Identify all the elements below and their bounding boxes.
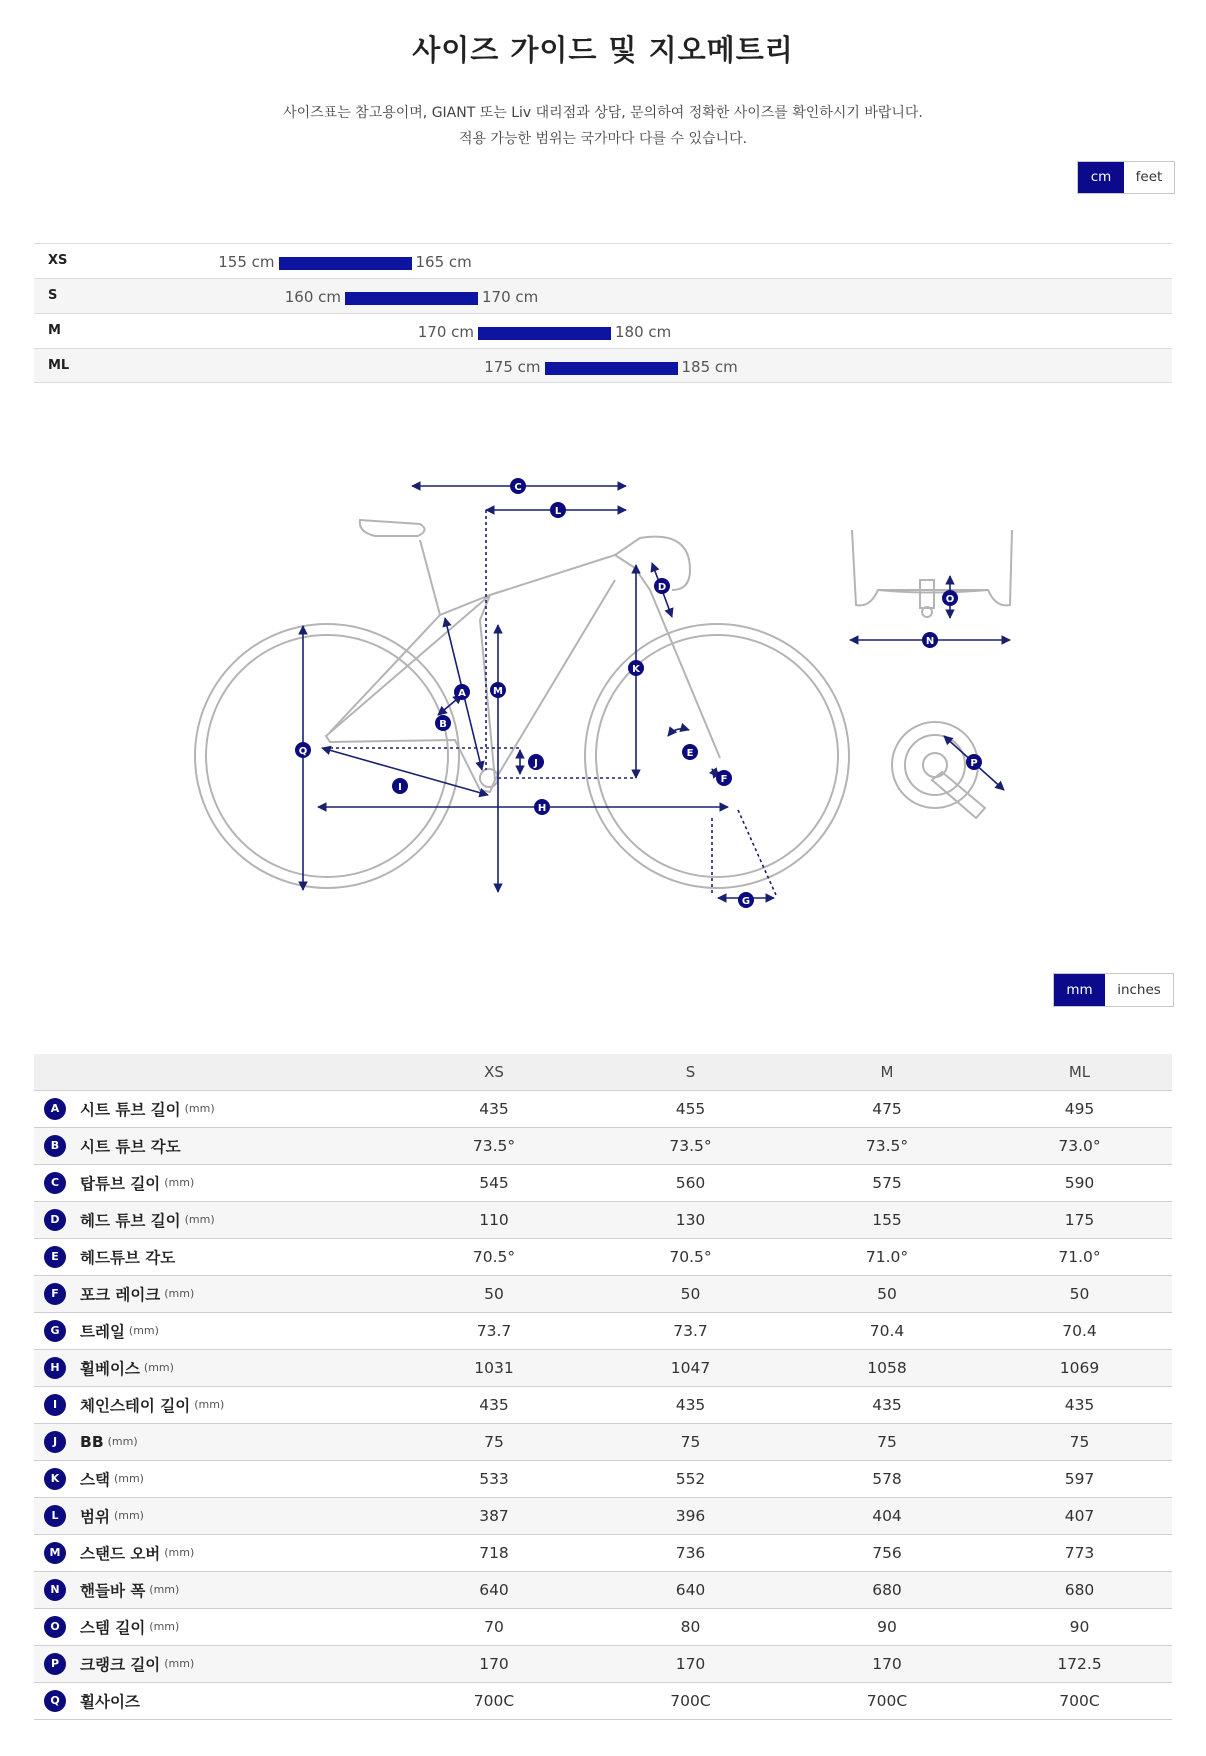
unit-inches-button[interactable]: inches [1117, 982, 1161, 998]
diagram-badges [295, 478, 982, 908]
geometry-value-cell: 560 [594, 1164, 787, 1201]
geometry-value-cell: 172.5 [987, 1645, 1172, 1682]
page-title: 사이즈 가이드 및 지오메트리 [412, 33, 794, 67]
saddle [360, 520, 425, 536]
geometry-value-cell: 73.5° [594, 1127, 787, 1164]
param-letter-badge: K [44, 1468, 66, 1490]
size-range-label: M [48, 323, 61, 338]
geometry-row [34, 1608, 1172, 1645]
rider-height-chart [34, 243, 1172, 383]
rear-wheel [195, 624, 459, 888]
diagram-badge-letter: K [632, 664, 640, 675]
geometry-value-cell: 435 [394, 1386, 594, 1423]
param-unit: (mm) [164, 1287, 195, 1300]
unit-mm-button[interactable]: mm [1054, 974, 1105, 1006]
geometry-value-cell: 455 [594, 1090, 787, 1127]
geometry-value-cell: 170 [594, 1645, 787, 1682]
param-name: 크랭크 길이 [80, 1655, 161, 1674]
geometry-value-cell: 700C [394, 1682, 594, 1719]
size-range-min: 160 cm [284, 288, 341, 306]
diagram-badge-letter: O [945, 594, 955, 605]
geometry-value-cell: 75 [394, 1423, 594, 1460]
param-letter-badge: C [44, 1172, 66, 1194]
geometry-row [34, 1201, 1172, 1238]
geometry-value-cell: 640 [594, 1571, 787, 1608]
geometry-value-cell: 73.7 [394, 1312, 594, 1349]
diagram-badge-letter: G [741, 896, 751, 907]
param-name: 탑튜브 길이 [80, 1174, 161, 1193]
param-name: 범위 [80, 1507, 110, 1526]
geometry-value-cell: 435 [987, 1386, 1172, 1423]
size-range-bar [478, 327, 611, 340]
param-name: 헤드 튜브 길이 [80, 1211, 181, 1230]
param-unit: (mm) [143, 1361, 174, 1374]
size-range-row [34, 243, 1172, 278]
geometry-row [34, 1571, 1172, 1608]
geometry-value-cell: 1047 [594, 1349, 787, 1386]
geometry-header-row [34, 1054, 1172, 1090]
diagram-badge-letter: D [657, 582, 667, 593]
geometry-param-cell [34, 1312, 394, 1349]
param-name: 스택 [80, 1470, 110, 1489]
subtitle-line-2: 적용 가능한 범위는 국가마다 다를 수 있습니다. [458, 131, 748, 147]
diagram-badge-letter: C [514, 482, 522, 493]
diagram-badge-letter: A [458, 688, 466, 699]
geometry-row [34, 1312, 1172, 1349]
geometry-value-cell: 71.0° [987, 1238, 1172, 1275]
param-name: 휠베이스 [80, 1359, 140, 1378]
geometry-value-cell: 578 [787, 1460, 987, 1497]
param-name: 포크 레이크 [80, 1285, 161, 1304]
param-unit: (mm) [113, 1509, 144, 1522]
page-subtitle [0, 100, 1206, 152]
param-letter-badge: E [44, 1246, 66, 1268]
geometry-value-cell: 773 [987, 1534, 1172, 1571]
header-size-xs: XS [394, 1054, 594, 1090]
param-letter-badge: F [44, 1283, 66, 1305]
diagram-badge-letter: M [493, 686, 503, 697]
size-range-row [34, 348, 1172, 383]
param-name: 트레일 [80, 1322, 125, 1341]
measurement-lines [303, 486, 1010, 898]
header-size-ml: ML [987, 1054, 1172, 1090]
length-unit-toggle [1053, 973, 1174, 1007]
geometry-value-cell: 90 [787, 1608, 987, 1645]
param-unit: (mm) [164, 1176, 195, 1189]
geometry-value-cell: 700C [787, 1682, 987, 1719]
geometry-value-cell: 435 [594, 1386, 787, 1423]
geometry-value-cell: 50 [787, 1275, 987, 1312]
param-letter-badge: O [44, 1616, 66, 1638]
geometry-value-cell: 700C [987, 1682, 1172, 1719]
geometry-row [34, 1682, 1172, 1719]
handlebar-front-view [852, 530, 1012, 617]
geometry-param-cell [34, 1275, 394, 1312]
geometry-value-cell: 75 [594, 1423, 787, 1460]
crankset-illustration [892, 722, 985, 818]
param-unit: (mm) [113, 1472, 144, 1485]
geometry-value-cell: 407 [987, 1497, 1172, 1534]
geometry-value-cell: 545 [394, 1164, 594, 1201]
param-letter-badge: P [44, 1653, 66, 1675]
size-range-min: 175 cm [484, 358, 541, 376]
param-name: 스템 길이 [80, 1618, 146, 1637]
param-name: 핸들바 폭 [80, 1581, 146, 1600]
param-letter-badge: M [44, 1542, 66, 1564]
geometry-value-cell: 50 [594, 1275, 787, 1312]
geometry-value-cell: 756 [787, 1534, 987, 1571]
size-range-max: 165 cm [415, 253, 472, 271]
size-range-max: 185 cm [681, 358, 738, 376]
param-name: 스탠드 오버 [80, 1544, 161, 1563]
param-unit: (mm) [184, 1213, 215, 1226]
param-unit: (mm) [184, 1102, 215, 1115]
geometry-value-cell: 435 [787, 1386, 987, 1423]
param-name: 시트 튜브 길이 [80, 1100, 181, 1119]
geometry-value-cell: 387 [394, 1497, 594, 1534]
geometry-value-cell: 155 [787, 1201, 987, 1238]
param-letter-badge: L [44, 1505, 66, 1527]
geometry-value-cell: 71.0° [787, 1238, 987, 1275]
geometry-param-cell [34, 1460, 394, 1497]
geometry-value-cell: 700C [594, 1682, 787, 1719]
geometry-param-cell [34, 1164, 394, 1201]
geometry-value-cell: 75 [787, 1423, 987, 1460]
geometry-table [34, 1054, 1172, 1720]
geometry-value-cell: 70.4 [987, 1312, 1172, 1349]
geometry-param-cell [34, 1090, 394, 1127]
geometry-value-cell: 73.7 [594, 1312, 787, 1349]
geometry-value-cell: 597 [987, 1460, 1172, 1497]
geometry-param-cell [34, 1386, 394, 1423]
size-range-min: 155 cm [218, 253, 275, 271]
geometry-value-cell: 590 [987, 1164, 1172, 1201]
param-unit: (mm) [164, 1546, 195, 1559]
geometry-value-cell: 110 [394, 1201, 594, 1238]
geometry-value-cell: 70.5° [394, 1238, 594, 1275]
geometry-value-cell: 50 [987, 1275, 1172, 1312]
geometry-param-cell [34, 1423, 394, 1460]
geometry-value-cell: 70 [394, 1608, 594, 1645]
diagram-badge-letter: F [720, 774, 728, 785]
geometry-param-cell [34, 1645, 394, 1682]
diagram-badge-letter: J [534, 758, 538, 769]
param-unit: (mm) [128, 1324, 159, 1337]
geometry-row [34, 1090, 1172, 1127]
height-unit-toggle [1077, 161, 1175, 194]
param-unit: (mm) [149, 1583, 180, 1596]
param-letter-badge: J [44, 1431, 66, 1453]
size-range-row [34, 313, 1172, 348]
param-letter-badge: Q [44, 1690, 66, 1712]
geometry-row [34, 1349, 1172, 1386]
header-blank [34, 1054, 394, 1090]
param-letter-badge: N [44, 1579, 66, 1601]
geometry-value-cell: 170 [394, 1645, 594, 1682]
size-range-label: S [48, 288, 58, 303]
geometry-value-cell: 50 [394, 1275, 594, 1312]
geometry-value-cell: 718 [394, 1534, 594, 1571]
diagram-badge-letter: E [686, 748, 694, 759]
geometry-value-cell: 736 [594, 1534, 787, 1571]
param-unit: (mm) [194, 1398, 225, 1411]
geometry-row [34, 1386, 1172, 1423]
param-unit: (mm) [107, 1435, 138, 1448]
geometry-param-cell [34, 1571, 394, 1608]
geometry-param-cell [34, 1497, 394, 1534]
diagram-badge-letter: H [537, 803, 547, 814]
geometry-value-cell: 73.5° [394, 1127, 594, 1164]
geometry-value-cell: 75 [987, 1423, 1172, 1460]
geometry-value-cell: 130 [594, 1201, 787, 1238]
front-wheel [585, 624, 849, 888]
size-range-bar [279, 257, 412, 270]
geometry-value-cell: 170 [787, 1645, 987, 1682]
geometry-value-cell: 404 [787, 1497, 987, 1534]
param-name: 헤드튜브 각도 [80, 1248, 176, 1267]
diagram-badge-letter: I [398, 782, 402, 793]
subtitle-line-1: 사이즈표는 참고용이며, GIANT 또는 Liv 대리점과 상담, 문의하여 정확한 사이즈를 확인하시기 바랍니다. [283, 105, 923, 121]
size-range-bar [545, 362, 678, 375]
diagram-badge-letter: L [554, 506, 562, 517]
diagram-badge-letter: N [925, 636, 935, 647]
geometry-row [34, 1497, 1172, 1534]
header-size-s: S [594, 1054, 787, 1090]
geometry-value-cell: 1069 [987, 1349, 1172, 1386]
unit-feet-button[interactable]: feet [1135, 169, 1163, 185]
size-range-max: 170 cm [482, 288, 539, 306]
geometry-param-cell [34, 1534, 394, 1571]
size-range-label: XS [48, 253, 68, 268]
geometry-value-cell: 175 [987, 1201, 1172, 1238]
geometry-param-cell [34, 1682, 394, 1719]
geometry-value-cell: 575 [787, 1164, 987, 1201]
size-range-bar [345, 292, 478, 305]
param-letter-badge: G [44, 1320, 66, 1342]
geometry-row [34, 1238, 1172, 1275]
diagram-badge-letter: P [970, 758, 978, 769]
param-unit: (mm) [149, 1620, 180, 1633]
geometry-value-cell: 533 [394, 1460, 594, 1497]
geometry-param-cell [34, 1201, 394, 1238]
geometry-value-cell: 1058 [787, 1349, 987, 1386]
diagram-badge-letter: B [439, 719, 447, 730]
geometry-row [34, 1423, 1172, 1460]
header-size-m: M [787, 1054, 987, 1090]
geometry-value-cell: 475 [787, 1090, 987, 1127]
geometry-param-cell [34, 1238, 394, 1275]
geometry-value-cell: 1031 [394, 1349, 594, 1386]
size-range-row [34, 278, 1172, 313]
geometry-value-cell: 70.4 [787, 1312, 987, 1349]
param-letter-badge: I [44, 1394, 66, 1416]
geometry-row [34, 1460, 1172, 1497]
geometry-row [34, 1645, 1172, 1682]
geometry-value-cell: 435 [394, 1090, 594, 1127]
geometry-param-cell [34, 1127, 394, 1164]
geometry-row [34, 1164, 1172, 1201]
geometry-row [34, 1275, 1172, 1312]
geometry-param-cell [34, 1349, 394, 1386]
geometry-value-cell: 73.5° [787, 1127, 987, 1164]
param-letter-badge: H [44, 1357, 66, 1379]
seatpost [420, 540, 440, 615]
size-range-label: ML [48, 358, 70, 373]
unit-cm-button[interactable]: cm [1078, 162, 1124, 193]
param-name: 시트 튜브 각도 [80, 1137, 181, 1156]
bike-illustration [195, 520, 849, 888]
geometry-param-cell [34, 1608, 394, 1645]
geometry-value-cell: 73.0° [987, 1127, 1172, 1164]
param-unit: (mm) [164, 1657, 195, 1670]
param-letter-badge: B [44, 1135, 66, 1157]
param-letter-badge: A [44, 1098, 66, 1120]
geometry-value-cell: 90 [987, 1608, 1172, 1645]
param-name: 체인스테이 길이 [80, 1396, 191, 1415]
geometry-value-cell: 680 [987, 1571, 1172, 1608]
geometry-row [34, 1534, 1172, 1571]
geometry-value-cell: 680 [787, 1571, 987, 1608]
size-range-min: 170 cm [417, 323, 474, 341]
param-name: BB [80, 1432, 104, 1451]
geometry-value-cell: 80 [594, 1608, 787, 1645]
geometry-value-cell: 70.5° [594, 1238, 787, 1275]
param-name: 휠사이즈 [80, 1692, 140, 1711]
geometry-value-cell: 552 [594, 1460, 787, 1497]
param-letter-badge: D [44, 1209, 66, 1231]
size-range-max: 180 cm [615, 323, 672, 341]
geometry-value-cell: 495 [987, 1090, 1172, 1127]
diagram-badge-letter: Q [298, 746, 308, 757]
geometry-value-cell: 396 [594, 1497, 787, 1534]
geometry-value-cell: 640 [394, 1571, 594, 1608]
bike-geometry-diagram [0, 440, 1206, 920]
geometry-row [34, 1127, 1172, 1164]
